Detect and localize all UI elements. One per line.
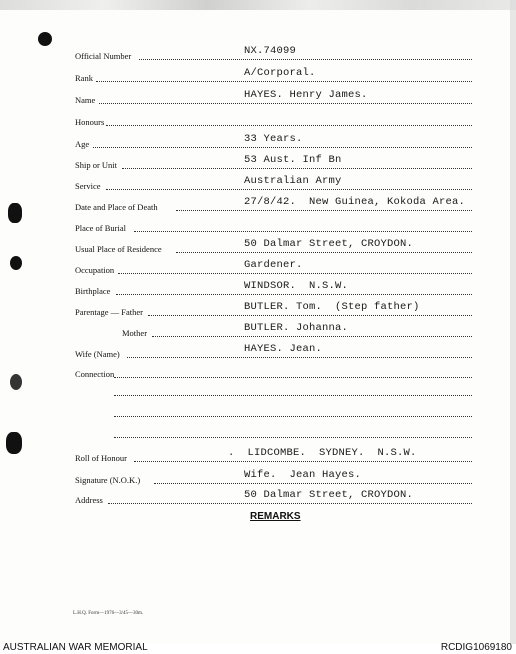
field-signature xyxy=(0,468,516,488)
death-label: Date and Place of Death xyxy=(75,202,158,212)
field-rank xyxy=(0,68,516,88)
wife-value: HAYES. Jean. xyxy=(244,343,323,355)
dotted-line xyxy=(148,315,472,316)
dotted-line xyxy=(116,294,472,295)
dotted-line xyxy=(139,59,472,60)
birthplace-value: WINDSOR. N.S.W. xyxy=(244,280,349,292)
connection-extra-line xyxy=(114,416,472,417)
field-birthplace xyxy=(0,281,516,301)
age-value: 33 Years. xyxy=(244,133,303,145)
roll-value: . LIDCOMBE. SYDNEY. N.S.W. xyxy=(228,447,417,459)
field-roll-of-honour xyxy=(0,446,516,466)
rank-value: A/Corporal. xyxy=(244,67,316,79)
field-occupation xyxy=(0,260,516,280)
dotted-line xyxy=(106,189,472,190)
occupation-value: Gardener. xyxy=(244,259,303,271)
dotted-line xyxy=(122,168,472,169)
occupation-label: Occupation xyxy=(75,265,115,275)
mother-label: Mother xyxy=(122,328,148,338)
official-number-label: Official Number xyxy=(75,51,132,61)
father-value: BUTLER. Tom. (Step father) xyxy=(244,301,420,313)
connection-extra-line xyxy=(114,395,472,396)
connection-extra-line xyxy=(114,437,472,438)
burial-label: Place of Burial xyxy=(75,223,126,233)
name-label: Name xyxy=(75,95,96,105)
field-ship-or-unit xyxy=(0,155,516,175)
dotted-line xyxy=(154,483,472,484)
name-value: HAYES. Henry James. xyxy=(244,89,368,101)
remarks-heading: REMARKS xyxy=(250,511,301,522)
wife-label: Wife (Name) xyxy=(75,349,120,359)
footer-left: AUSTRALIAN WAR MEMORIAL xyxy=(3,642,148,653)
field-residence xyxy=(0,239,516,259)
field-mother xyxy=(0,323,516,343)
field-burial xyxy=(0,218,516,238)
dotted-line xyxy=(176,210,472,211)
dotted-line xyxy=(93,147,472,148)
field-address xyxy=(0,488,516,508)
birthplace-label: Birthplace xyxy=(75,286,111,296)
field-name xyxy=(0,90,516,110)
signature-label: Signature (N.O.K.) xyxy=(75,475,141,485)
connection-label: Connection xyxy=(75,369,115,379)
service-value: Australian Army xyxy=(244,175,342,187)
footer-right: RCDIG1069180 xyxy=(440,642,512,653)
punch-hole-top xyxy=(38,32,52,46)
field-service xyxy=(0,176,516,196)
mother-value: BUTLER. Johanna. xyxy=(244,322,349,334)
scan-edge-top xyxy=(0,0,516,10)
field-death xyxy=(0,197,516,217)
dotted-line xyxy=(134,231,472,232)
rank-label: Rank xyxy=(75,73,93,83)
service-label: Service xyxy=(75,181,101,191)
dotted-line xyxy=(99,103,472,104)
field-father xyxy=(0,302,516,322)
death-value: 27/8/42. New Guinea, Kokoda Area. xyxy=(244,196,466,208)
residence-label: Usual Place of Residence xyxy=(75,244,162,254)
residence-value: 50 Dalmar Street, CROYDON. xyxy=(244,238,414,250)
address-value: 50 Dalmar Street, CROYDON. xyxy=(244,489,414,501)
father-label: Parentage — Father xyxy=(75,307,143,317)
ship-value: 53 Aust. Inf Bn xyxy=(244,154,342,166)
ship-label: Ship or Unit xyxy=(75,160,118,170)
age-label: Age xyxy=(75,139,90,149)
official-number-value: NX.74099 xyxy=(244,45,297,57)
address-label: Address xyxy=(75,495,103,505)
dotted-line xyxy=(118,273,472,274)
dotted-line xyxy=(108,503,472,504)
dotted-line xyxy=(127,357,472,358)
dotted-line xyxy=(134,461,472,462)
dotted-line xyxy=(152,336,472,337)
field-connection xyxy=(0,366,516,386)
signature-value: Wife. Jean Hayes. xyxy=(244,469,362,481)
honours-label: Honours xyxy=(75,117,105,127)
dotted-line xyxy=(114,377,472,378)
dotted-line xyxy=(106,125,472,126)
dotted-line xyxy=(96,81,472,82)
field-honours xyxy=(0,112,516,132)
roll-label: Roll of Honour xyxy=(75,453,127,463)
field-age xyxy=(0,134,516,154)
dotted-line xyxy=(176,252,472,253)
print-code: L.H.Q. Form—1976—3/45—30m. xyxy=(73,611,144,616)
field-official-number xyxy=(0,46,516,66)
field-wife xyxy=(0,344,516,364)
